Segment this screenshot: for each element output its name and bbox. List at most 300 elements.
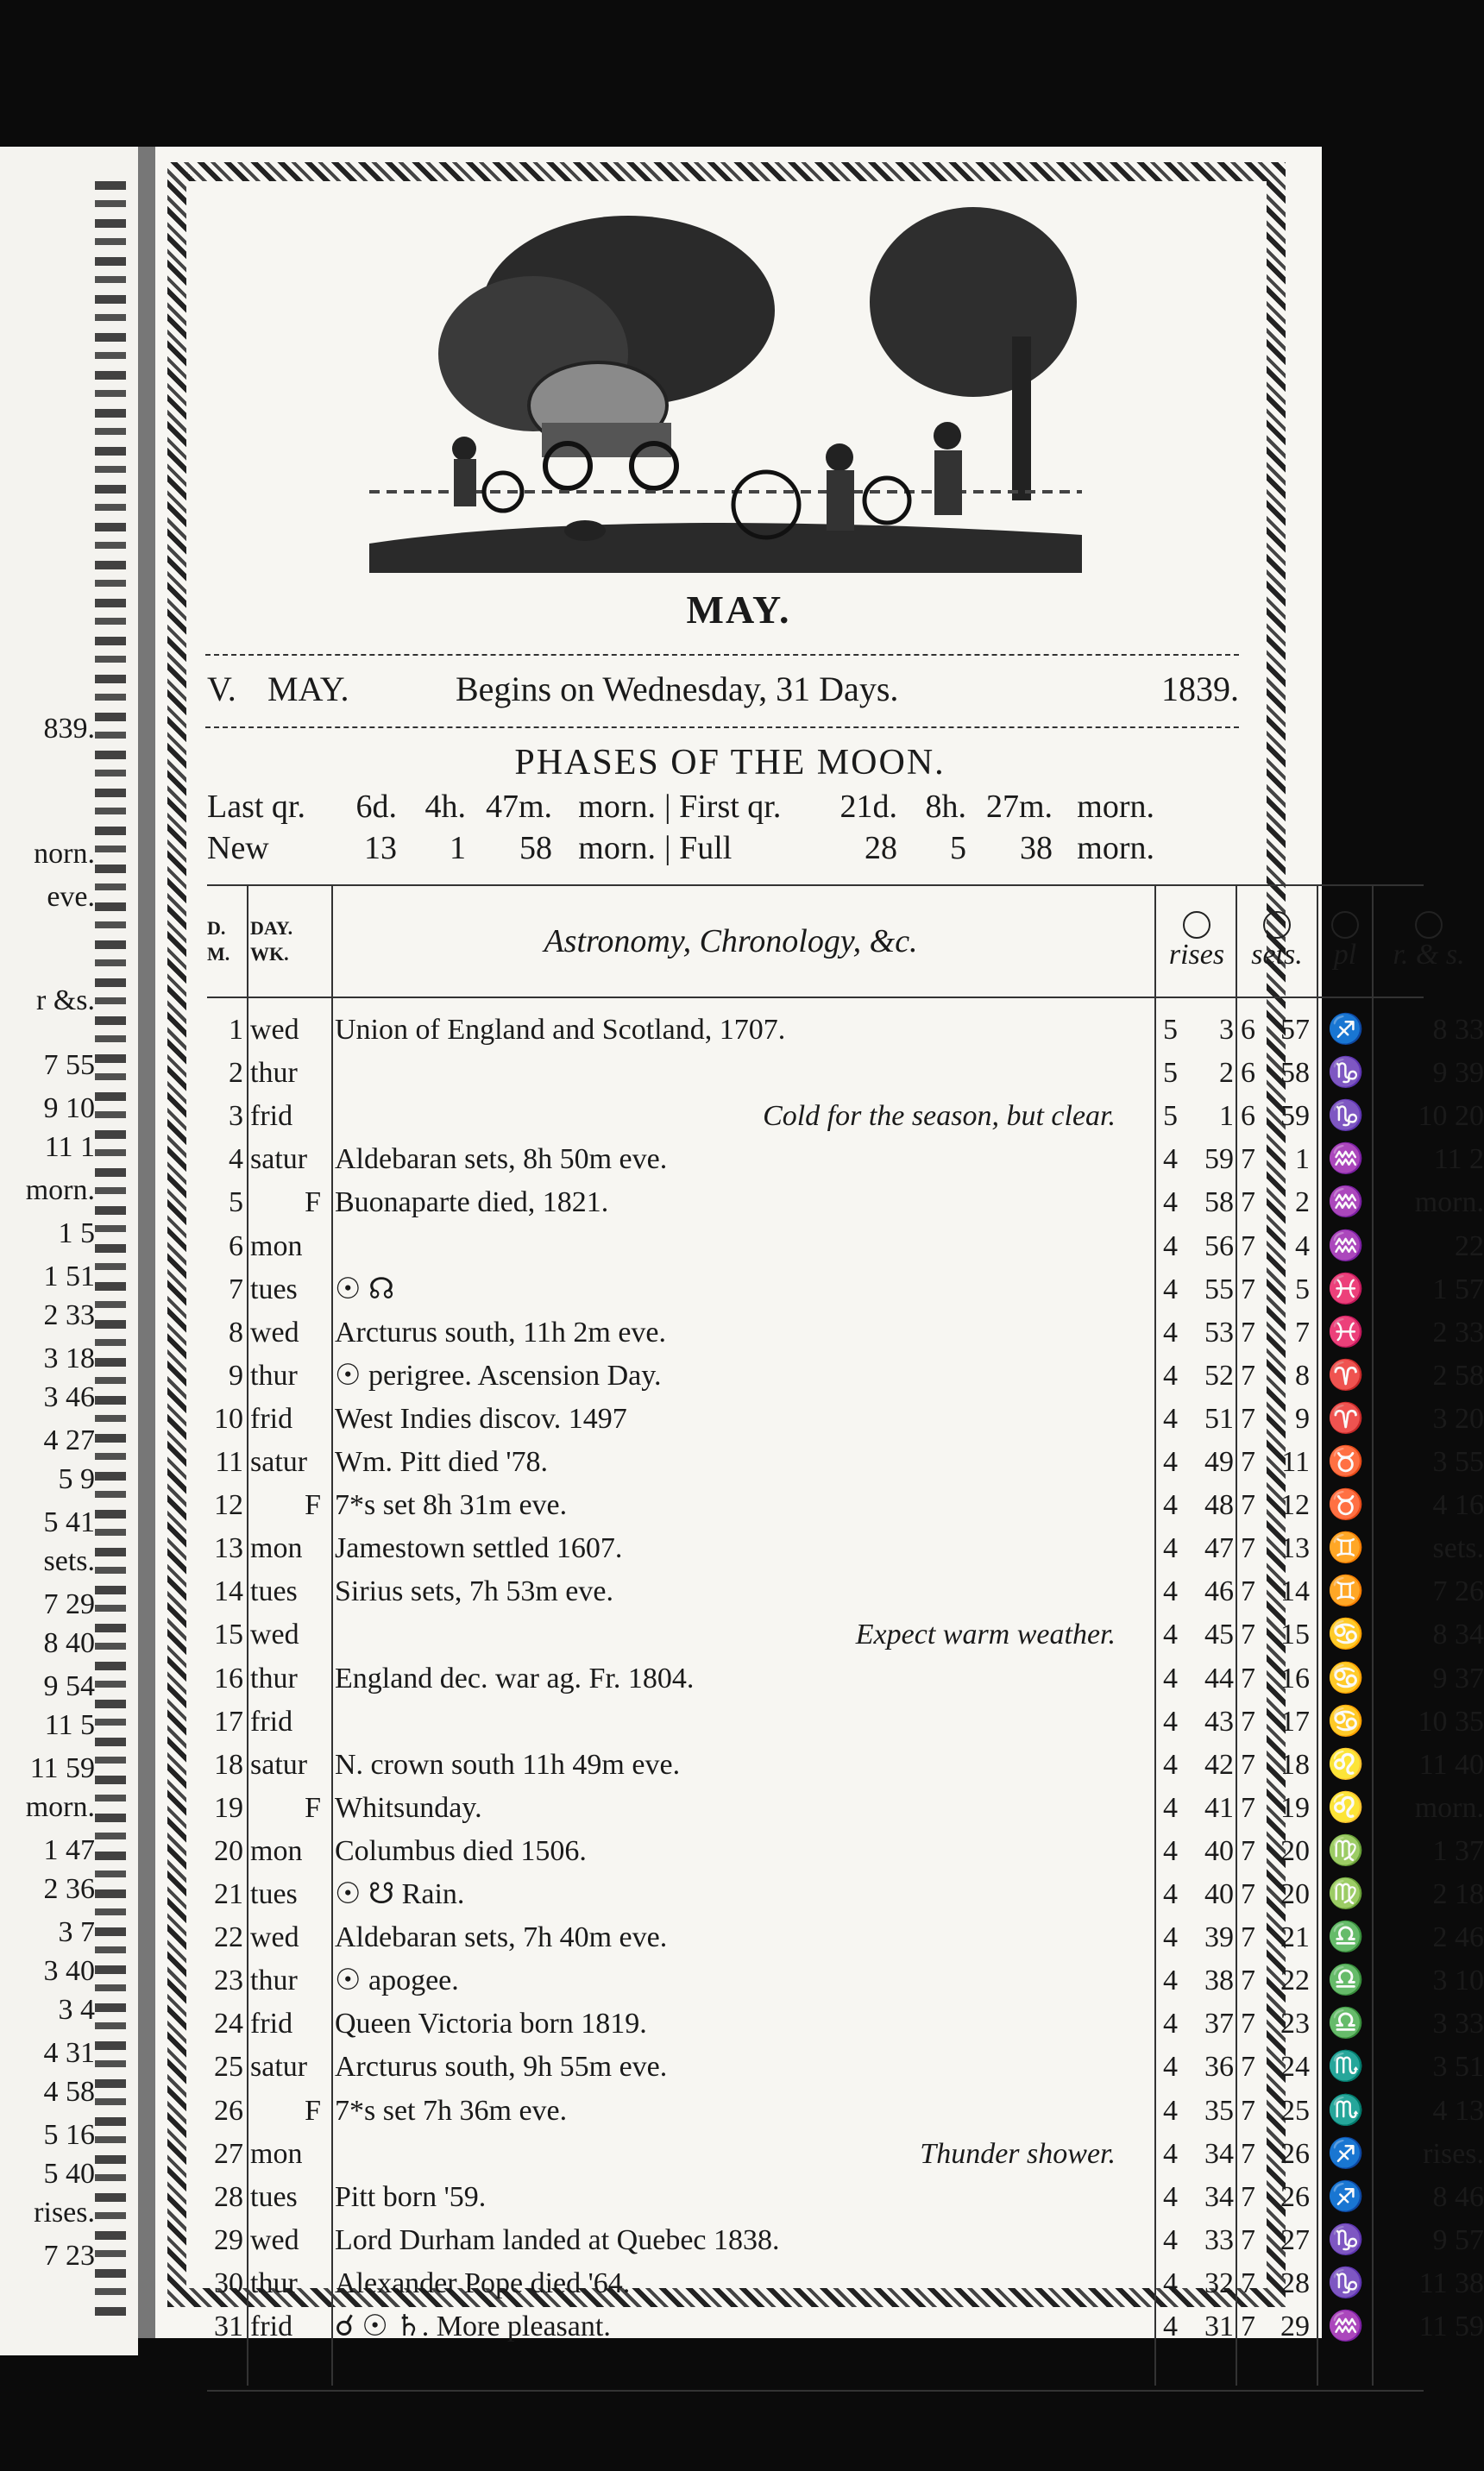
phase-time-of-day: morn. (578, 789, 656, 825)
sun-rise-hour: 4 (1163, 1662, 1178, 1694)
table-row (207, 2220, 1484, 2260)
sun-rise-hour: 4 (1163, 1446, 1178, 1478)
event-text: Wm. Pitt died '78. (335, 1446, 548, 1478)
day-of-month: 25 (214, 2051, 243, 2084)
day-of-month: 5 (229, 1186, 243, 1219)
phase-time-of-day: morn. (1077, 830, 1154, 866)
previous-page-line: 4 58 (43, 2076, 95, 2108)
sun-set-hour: 7 (1241, 1921, 1255, 1954)
day-of-week: mon (250, 1532, 303, 1565)
event-text: Arcturus south, 9h 55m eve. (335, 2051, 668, 2084)
sun-rise-hour: 4 (1163, 1921, 1178, 1954)
sun-rise-minute: 1 (1219, 1100, 1234, 1133)
moon-rise-set: 1 37 (1432, 1834, 1484, 1867)
sun-rise-hour: 4 (1163, 1965, 1178, 1997)
sun-rise-minute: 49 (1204, 1446, 1234, 1478)
previous-page-line: 1 51 (43, 1261, 95, 1292)
phases-title: PHASES OF THE MOON. (514, 743, 946, 783)
sun-set-minute: 4 (1295, 1229, 1310, 1262)
moon-rise-set: 11 38 (1418, 2267, 1484, 2299)
previous-page-line: 3 40 (43, 1955, 95, 1987)
sun-rise-minute: 3 (1219, 1014, 1234, 1046)
sun-set-hour: 7 (1241, 1359, 1255, 1392)
moon-rise-set: 8 46 (1432, 2180, 1484, 2213)
sun-rise-hour: 4 (1163, 1359, 1178, 1392)
sun-rise-minute: 45 (1204, 1619, 1234, 1651)
moon-rise-set: 4 13 (1432, 2094, 1484, 2127)
moon-place-sign: ♋ (1327, 1705, 1365, 1738)
table-row (207, 1571, 1484, 1612)
phase-hour: 8h. (925, 789, 966, 825)
sun-set-hour: 7 (1241, 2223, 1255, 2256)
previous-page-line: 9 54 (43, 1670, 95, 1702)
header-day-of-week: DAY. WK. (250, 917, 293, 965)
moon-rise-set: rises. (1423, 2137, 1484, 2170)
day-of-month: 29 (214, 2223, 243, 2256)
sun-set-hour: 7 (1241, 1489, 1255, 1522)
sun-set-minute: 26 (1280, 2180, 1310, 2213)
event-text: ☉ ☊ (335, 1273, 395, 1305)
event-text: ☉ perigree. Ascension Day. (335, 1359, 662, 1392)
sun-set-minute: 20 (1280, 1878, 1310, 1910)
table-row (207, 1399, 1484, 1439)
day-of-week: thur (250, 1965, 298, 1997)
table-row (207, 1355, 1484, 1396)
sun-set-minute: 5 (1295, 1273, 1310, 1305)
moon-rise-set: sets. (1432, 1532, 1484, 1565)
sun-set-minute: 22 (1280, 1965, 1310, 1997)
previous-page-line: 5 40 (43, 2158, 95, 2190)
event-text: Lord Durham landed at Quebec 1838. (335, 2223, 780, 2256)
event-text: Arcturus south, 11h 2m eve. (335, 1316, 667, 1349)
sun-set-hour: 7 (1241, 1273, 1255, 1305)
sun-set-minute: 21 (1280, 1921, 1310, 1954)
month-title: MAY. (686, 588, 791, 632)
moon-rise-set: 3 10 (1432, 1965, 1484, 1997)
sun-rise-minute: 31 (1204, 2311, 1234, 2342)
table-row (207, 1701, 1484, 1742)
day-of-week: mon (250, 1229, 303, 1262)
sun-set-minute: 59 (1280, 1100, 1310, 1133)
sun-rise-minute: 40 (1204, 1878, 1234, 1910)
moon-icon (1331, 911, 1359, 939)
table-row (207, 1960, 1484, 2001)
phase-label: | Full (664, 830, 733, 866)
moon-place-sign: ♊ (1327, 1532, 1365, 1565)
sun-rise-hour: 4 (1163, 2223, 1178, 2256)
phase-minute: 47m. (485, 789, 552, 825)
event-text: West Indies discov. 1497 (335, 1402, 627, 1435)
day-of-week: frid (250, 1100, 293, 1133)
header-day-of-month: D. M. (207, 917, 230, 965)
day-of-month: 21 (214, 1878, 243, 1910)
sun-rise-hour: 4 (1163, 2267, 1178, 2299)
phase-label: New (207, 830, 269, 866)
header-sun-rises (1158, 886, 1236, 997)
sun-set-minute: 25 (1280, 2094, 1310, 2127)
sun-rise-hour: 4 (1163, 1186, 1178, 1219)
table-row (207, 2134, 1484, 2174)
sun-set-minute: 15 (1280, 1619, 1310, 1651)
sun-set-hour: 6 (1241, 1057, 1255, 1090)
sun-rise-hour: 4 (1163, 2094, 1178, 2127)
table-row (207, 2306, 1484, 2347)
table-row (207, 1312, 1484, 1353)
day-of-week: satur (250, 1143, 308, 1176)
sun-rise-minute: 38 (1204, 1965, 1234, 1997)
moon-rise-set: 2 46 (1432, 1921, 1484, 1954)
previous-page-line: 8 40 (43, 1627, 95, 1659)
sun-set-minute: 28 (1280, 2267, 1310, 2299)
previous-page-line: 11 5 (44, 1709, 95, 1741)
day-of-month: 14 (214, 1575, 243, 1608)
previous-page-line: 5 16 (43, 2119, 95, 2151)
day-of-week: tues (250, 2180, 298, 2213)
previous-page-line: r &s. (36, 984, 95, 1016)
table-row (207, 1139, 1484, 1179)
day-of-month: 16 (214, 1662, 243, 1694)
sun-rise-hour: 4 (1163, 1316, 1178, 1349)
sun-set-minute: 18 (1280, 1748, 1310, 1781)
moon-place-sign: ♎ (1327, 1965, 1365, 1997)
day-of-month: 17 (214, 1705, 243, 1738)
previous-page-line: 3 7 (58, 1916, 95, 1948)
moon-rise-set: 2 33 (1432, 1316, 1484, 1349)
sun-set-hour: 6 (1241, 1100, 1255, 1133)
sun-set-minute: 57 (1280, 1014, 1310, 1046)
sun-rise-minute: 58 (1204, 1186, 1234, 1219)
table-row (207, 1917, 1484, 1958)
sun-set-minute: 7 (1295, 1316, 1310, 1349)
calendar-table (155, 147, 1484, 2342)
day-of-week: thur (250, 2267, 298, 2299)
day-of-week: frid (250, 1705, 293, 1738)
day-of-month: 26 (214, 2094, 243, 2127)
moon-rise-set: 8 33 (1432, 1014, 1484, 1046)
previous-page-line: 4 31 (43, 2037, 95, 2069)
event-text: ☉ ☋ Rain. (335, 1878, 465, 1910)
phase-day: 6d. (355, 789, 397, 825)
moon-place-sign: ♒ (1327, 2311, 1365, 2342)
previous-page-line: 7 55 (43, 1049, 95, 1081)
sun-set-minute: 17 (1280, 1705, 1310, 1738)
header-moon-rises-sets (1374, 886, 1484, 997)
moon-rise-set: 7 26 (1432, 1575, 1484, 1608)
day-of-week: wed (250, 1619, 299, 1651)
sun-rise-minute: 56 (1204, 1229, 1234, 1262)
phase-hour: 1 (450, 830, 466, 866)
moon-rise-set: 3 51 (1432, 2051, 1484, 2084)
sun-rise-hour: 4 (1163, 1619, 1178, 1651)
table-bottom-rule (207, 2390, 1424, 2392)
moon-rise-set: 9 37 (1432, 1662, 1484, 1694)
event-text: Aldebaran sets, 7h 40m eve. (335, 1921, 668, 1954)
day-of-week: wed (250, 1316, 299, 1349)
day-of-week: F (305, 1186, 321, 1219)
sun-set-minute: 1 (1295, 1143, 1310, 1176)
day-of-week: wed (250, 1921, 299, 1954)
sun-rise-hour: 4 (1163, 1402, 1178, 1435)
day-of-month: 3 (229, 1100, 243, 1133)
sun-rise-hour: 4 (1163, 1532, 1178, 1565)
sun-set-hour: 7 (1241, 1965, 1255, 1997)
sun-set-minute: 12 (1280, 1489, 1310, 1522)
phase-time-of-day: morn. (578, 830, 656, 866)
sun-rise-minute: 51 (1204, 1402, 1234, 1435)
previous-page-line: 11 59 (29, 1752, 95, 1784)
sun-set-hour: 7 (1241, 1705, 1255, 1738)
sun-set-hour: 7 (1241, 1229, 1255, 1262)
moon-place-sign: ♈ (1327, 1402, 1365, 1435)
day-of-week: thur (250, 1662, 298, 1694)
moon-place-sign: ♌ (1327, 1791, 1365, 1824)
month-begins: Begins on Wednesday, 31 Days. (456, 669, 899, 708)
day-of-month: 24 (214, 2008, 243, 2040)
previous-page-line: 5 9 (58, 1463, 95, 1495)
sun-set-hour: 7 (1241, 1143, 1255, 1176)
sun-set-hour: 6 (1241, 1014, 1255, 1046)
sun-set-minute: 26 (1280, 2137, 1310, 2170)
moon-rise-set: 9 39 (1432, 1057, 1484, 1090)
day-of-week: tues (250, 1878, 298, 1910)
day-of-week: frid (250, 2311, 293, 2342)
sun-set-hour: 7 (1241, 2137, 1255, 2170)
moon-rise-set: 2 58 (1432, 1359, 1484, 1392)
sun-set-minute: 58 (1280, 1057, 1310, 1090)
sun-rise-minute: 33 (1204, 2223, 1234, 2256)
day-of-month: 28 (214, 2180, 243, 2213)
sun-rise-hour: 4 (1163, 2051, 1178, 2084)
table-row (207, 1226, 1484, 1267)
table-row (207, 1745, 1484, 1785)
sun-rise-hour: 5 (1163, 1100, 1178, 1133)
header-astronomy: Astronomy, Chronology, &c. (544, 923, 918, 959)
sun-rise-hour: 4 (1163, 2311, 1178, 2342)
day-of-week: F (305, 1791, 321, 1824)
day-of-month: 27 (214, 2137, 243, 2170)
event-text: Columbus died 1506. (335, 1834, 587, 1867)
moon-place-sign: ♐ (1327, 2180, 1365, 2213)
sun-set-hour: 7 (1241, 1532, 1255, 1565)
sun-rise-minute: 37 (1204, 2008, 1234, 2040)
sun-set-minute: 14 (1280, 1575, 1310, 1608)
header-rs-label: r. & s. (1393, 939, 1465, 971)
previous-page-line: 3 46 (43, 1381, 95, 1413)
sun-rise-hour: 4 (1163, 1748, 1178, 1781)
previous-page-line: 7 23 (43, 2240, 95, 2272)
month-name: MAY. (267, 669, 349, 708)
sun-set-minute: 9 (1295, 1402, 1310, 1435)
previous-page-line: 2 36 (43, 1873, 95, 1905)
day-of-week: thur (250, 1359, 298, 1392)
moon-place-sign: ♒ (1327, 1229, 1365, 1262)
event-text: 7*s set 7h 36m eve. (335, 2094, 568, 2127)
sun-rise-minute: 42 (1204, 1748, 1234, 1781)
moon-rise-set: 22 (1455, 1229, 1484, 1262)
sun-set-minute: 27 (1280, 2223, 1310, 2256)
sun-set-minute: 11 (1281, 1446, 1310, 1478)
sun-rise-hour: 4 (1163, 1791, 1178, 1824)
day-of-month: 22 (214, 1921, 243, 1954)
moon-place-sign: ♓ (1327, 1316, 1365, 1349)
month-numeral: V. (207, 669, 236, 708)
moon-place-sign: ♊ (1327, 1575, 1365, 1608)
day-of-month: 4 (229, 1143, 243, 1176)
day-of-month: 10 (214, 1402, 243, 1435)
event-text: Sirius sets, 7h 53m eve. (335, 1575, 613, 1608)
sun-rise-minute: 47 (1204, 1532, 1234, 1565)
sun-rise-minute: 46 (1204, 1575, 1234, 1608)
table-row (207, 1788, 1484, 1828)
event-text: Whitsunday. (335, 1791, 482, 1824)
moon-rise-set: morn. (1414, 1791, 1484, 1824)
day-of-month: 1 (229, 1014, 243, 1046)
table-row (207, 1182, 1484, 1223)
event-text: Buonaparte died, 1821. (335, 1186, 609, 1219)
moon-place-sign: ♏ (1327, 2051, 1365, 2084)
table-row (207, 1009, 1484, 1050)
moon-place-sign: ♑ (1327, 1100, 1365, 1133)
phase-minute: 27m. (985, 789, 1053, 825)
table-row (207, 1528, 1484, 1569)
sun-set-hour: 7 (1241, 1446, 1255, 1478)
day-of-week: wed (250, 1014, 299, 1046)
previous-page-line: 11 1 (44, 1131, 95, 1163)
moon-place-sign: ♉ (1327, 1446, 1365, 1478)
moon-rise-set: 10 20 (1418, 1100, 1484, 1133)
moon-place-sign: ♋ (1327, 1662, 1365, 1694)
sun-set-minute: 8 (1295, 1359, 1310, 1392)
previous-page-line: morn. (25, 1791, 95, 1823)
phase-day: 21d. (839, 789, 897, 825)
year: 1839. (1161, 669, 1239, 708)
sun-set-hour: 7 (1241, 2051, 1255, 2084)
event-text: Jamestown settled 1607. (335, 1532, 623, 1565)
sun-set-hour: 7 (1241, 2094, 1255, 2127)
sun-rise-hour: 4 (1163, 2008, 1178, 2040)
moon-place-sign: ♍ (1327, 1834, 1365, 1867)
day-of-week: tues (250, 1273, 298, 1305)
sun-rise-minute: 41 (1204, 1791, 1234, 1824)
event-text: Queen Victoria born 1819. (335, 2008, 647, 2040)
moon-rise-set: 3 20 (1432, 1402, 1484, 1435)
sun-set-minute: 23 (1280, 2008, 1310, 2040)
previous-page-line: eve. (47, 881, 95, 913)
moon-place-sign: ♈ (1327, 1359, 1365, 1392)
previous-page-line: sets. (43, 1545, 95, 1577)
day-of-week: satur (250, 2051, 308, 2084)
sun-rise-minute: 44 (1204, 1662, 1234, 1694)
day-of-week: frid (250, 1402, 293, 1435)
sun-rise-minute: 35 (1204, 2094, 1234, 2127)
day-of-week: tues (250, 1575, 298, 1608)
moon-rise-set: 11 2 (1433, 1143, 1484, 1176)
sun-icon (1183, 911, 1210, 939)
day-of-month: 12 (214, 1489, 243, 1522)
day-of-month: 9 (229, 1359, 243, 1392)
previous-page-border (95, 181, 126, 2321)
event-text: ☉ apogee. (335, 1965, 459, 1997)
sun-set-hour: 7 (1241, 1878, 1255, 1910)
day-of-month: 23 (214, 1965, 243, 1997)
event-text: Alexander Pope died '64. (335, 2267, 631, 2299)
table-row (207, 1614, 1484, 1655)
table-row (207, 1658, 1484, 1699)
event-text: N. crown south 11h 49m eve. (335, 1748, 681, 1781)
sun-set-hour: 7 (1241, 2180, 1255, 2213)
table-row (207, 1442, 1484, 1482)
sun-rise-minute: 32 (1204, 2267, 1234, 2299)
sun-set-hour: 7 (1241, 1791, 1255, 1824)
previous-page-line: 839. (43, 713, 95, 745)
previous-page-fragment (0, 147, 138, 2355)
sun-rise-minute: 59 (1204, 1143, 1234, 1176)
sun-rise-hour: 4 (1163, 2180, 1178, 2213)
day-of-month: 2 (229, 1057, 243, 1090)
sun-rise-minute: 39 (1204, 1921, 1234, 1954)
previous-page-line: 1 5 (58, 1217, 95, 1249)
sun-set-hour: 7 (1241, 1748, 1255, 1781)
sun-rise-hour: 4 (1163, 1705, 1178, 1738)
table-row (207, 1831, 1484, 1871)
event-text: Pitt born '59. (335, 2180, 487, 2213)
day-of-month: 8 (229, 1316, 243, 1349)
moon-place-sign: ♓ (1327, 1273, 1365, 1305)
event-text: Aldebaran sets, 8h 50m eve. (335, 1143, 668, 1176)
header-sets-label: sets. (1251, 939, 1303, 971)
sun-rise-minute: 40 (1204, 1834, 1234, 1867)
sun-set-hour: 7 (1241, 1186, 1255, 1219)
previous-page-line: 3 18 (43, 1342, 95, 1374)
sun-rise-hour: 4 (1163, 1143, 1178, 1176)
sun-rise-hour: 4 (1163, 1273, 1178, 1305)
previous-page-line: 1 47 (43, 1834, 95, 1866)
sun-set-minute: 2 (1295, 1186, 1310, 1219)
column-rule (1317, 884, 1318, 2386)
header-pl-label: pl (1333, 939, 1357, 971)
phase-label: | First qr. (664, 789, 782, 825)
event-text: Expect warm weather. (855, 1619, 1116, 1651)
event-text: Union of England and Scotland, 1707. (335, 1014, 786, 1046)
table-row (207, 2177, 1484, 2217)
moon-rise-set: 11 59 (1418, 2311, 1484, 2342)
phase-label: Last qr. (207, 789, 305, 825)
day-of-month: 30 (214, 2267, 243, 2299)
phase-time-of-day: morn. (1077, 789, 1154, 825)
sun-rise-minute: 2 (1219, 1057, 1234, 1090)
event-text: 7*s set 8h 31m eve. (335, 1489, 568, 1522)
sun-set-minute: 20 (1280, 1834, 1310, 1867)
day-of-week: thur (250, 1057, 298, 1090)
sun-rise-minute: 55 (1204, 1273, 1234, 1305)
sun-rise-hour: 4 (1163, 1878, 1178, 1910)
sun-set-minute: 29 (1280, 2311, 1310, 2342)
sun-set-minute: 24 (1280, 2051, 1310, 2084)
day-of-week: wed (250, 2223, 299, 2256)
page-gutter (138, 147, 155, 2338)
sun-set-hour: 7 (1241, 2267, 1255, 2299)
day-of-week: mon (250, 1834, 303, 1867)
header-sun-sets (1237, 886, 1317, 997)
moon-place-sign: ♑ (1327, 2223, 1365, 2256)
table-row (207, 2091, 1484, 2131)
day-of-month: 18 (214, 1748, 243, 1781)
sun-set-hour: 7 (1241, 1402, 1255, 1435)
sun-rise-hour: 5 (1163, 1057, 1178, 1090)
previous-page-line: 7 29 (43, 1588, 95, 1620)
moon-rise-set: 9 57 (1432, 2223, 1484, 2256)
sun-set-minute: 19 (1280, 1791, 1310, 1824)
